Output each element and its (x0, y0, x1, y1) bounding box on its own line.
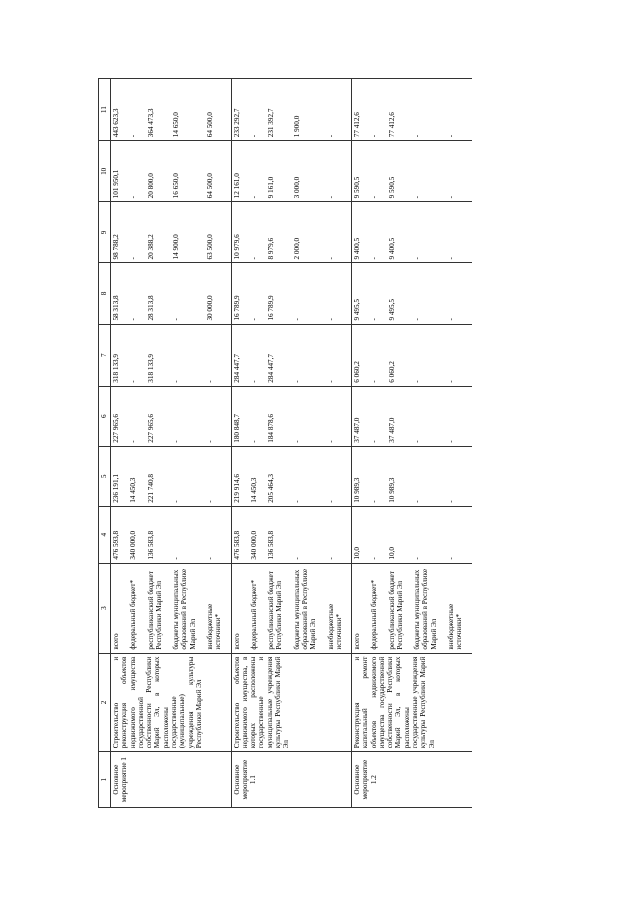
amount-cell: - (128, 141, 145, 202)
amount-cell: - (412, 506, 446, 563)
table-row (231, 79, 249, 808)
amount-cell: 37 487,0 (387, 386, 413, 446)
amount-cell: 136 583,8 (146, 506, 172, 563)
amount-cell: 9 590,5 (387, 141, 413, 202)
amount-cell: 14 900,0 (171, 202, 205, 263)
amount-cell: - (326, 202, 352, 263)
amount-cell: - (249, 263, 266, 324)
amount-cell: - (326, 263, 352, 324)
activity-code: Основное мероприятие 1 (111, 752, 232, 808)
column-number: 11 (99, 79, 111, 141)
amount-cell: 318 133,9 (111, 324, 129, 386)
amount-cell: - (369, 324, 386, 386)
amount-cell: - (249, 386, 266, 446)
amount-cell: - (249, 141, 266, 202)
amount-cell: 233 292,7 (231, 79, 249, 141)
amount-cell: - (446, 202, 472, 263)
funding-source: республиканский бюджет Республики Марий Эл (387, 563, 413, 653)
column-number-row (99, 79, 111, 808)
amount-cell: 101 950,1 (111, 141, 129, 202)
funding-source: федеральный бюджет* (128, 563, 145, 653)
amount-cell: 236 191,1 (111, 446, 129, 506)
funding-table (98, 78, 472, 808)
amount-cell: - (205, 324, 231, 386)
amount-cell: 2 000,0 (292, 202, 326, 263)
amount-cell: - (412, 79, 446, 141)
amount-cell: - (292, 263, 326, 324)
amount-cell: 180 848,7 (231, 386, 249, 446)
amount-cell: 6 060,2 (352, 324, 370, 386)
amount-cell: - (369, 141, 386, 202)
amount-cell: - (292, 386, 326, 446)
amount-cell: - (446, 141, 472, 202)
amount-cell: 340 000,0 (128, 506, 145, 563)
amount-cell: 205 464,3 (266, 446, 292, 506)
amount-cell: - (171, 263, 205, 324)
amount-cell: - (446, 506, 472, 563)
column-number: 10 (99, 141, 111, 202)
column-number: 9 (99, 202, 111, 263)
amount-cell: 58 313,8 (111, 263, 129, 324)
amount-cell: 98 788,2 (111, 202, 129, 263)
amount-cell: - (446, 263, 472, 324)
amount-cell: 9 495,5 (387, 263, 413, 324)
amount-cell: 3 000,0 (292, 141, 326, 202)
amount-cell: 64 500,0 (205, 141, 231, 202)
column-number: 6 (99, 386, 111, 446)
activity-code: Основное мероприятие 1.2 (352, 752, 472, 808)
amount-cell: - (326, 141, 352, 202)
amount-cell: - (412, 202, 446, 263)
amount-cell: 221 740,8 (146, 446, 172, 506)
amount-cell: - (128, 202, 145, 263)
amount-cell: - (292, 446, 326, 506)
amount-cell: 20 388,2 (146, 202, 172, 263)
funding-source: внебюджетные источники* (205, 563, 231, 653)
amount-cell: 9 495,5 (352, 263, 370, 324)
amount-cell: 28 313,8 (146, 263, 172, 324)
amount-cell: 20 800,0 (146, 141, 172, 202)
amount-cell: 77 412,6 (352, 79, 370, 141)
amount-cell: - (446, 446, 472, 506)
amount-cell: - (128, 324, 145, 386)
amount-cell: - (326, 79, 352, 141)
amount-cell: 227 965,6 (111, 386, 129, 446)
amount-cell: - (369, 263, 386, 324)
amount-cell: - (369, 202, 386, 263)
rotated-table-container (98, 78, 545, 808)
amount-cell: 10,0 (387, 506, 413, 563)
amount-cell: 12 161,0 (231, 141, 249, 202)
amount-cell: 6 060,2 (387, 324, 413, 386)
amount-cell: 136 583,8 (266, 506, 292, 563)
amount-cell: - (412, 324, 446, 386)
amount-cell: - (412, 386, 446, 446)
funding-source: республиканский бюджет Республики Марий Эл (266, 563, 292, 653)
amount-cell: - (128, 386, 145, 446)
activity-description: Строительство объектов недвижимого имущества, в которых расположены государственные и муниципальные учреждения культуры Республики Марий Эл (231, 653, 352, 752)
amount-cell: 16 650,0 (171, 141, 205, 202)
amount-cell: 10 989,3 (387, 446, 413, 506)
amount-cell: 37 487,0 (352, 386, 370, 446)
amount-cell: 77 412,6 (387, 79, 413, 141)
column-number: 5 (99, 446, 111, 506)
amount-cell: 443 623,3 (111, 79, 129, 141)
table-row (111, 79, 129, 808)
amount-cell: 10 979,6 (231, 202, 249, 263)
column-number: 7 (99, 324, 111, 386)
amount-cell: - (171, 324, 205, 386)
amount-cell: - (292, 506, 326, 563)
amount-cell: 9 161,0 (266, 141, 292, 202)
amount-cell: - (369, 506, 386, 563)
amount-cell: - (128, 263, 145, 324)
amount-cell: - (171, 446, 205, 506)
column-number: 1 (99, 752, 111, 808)
amount-cell: - (249, 79, 266, 141)
amount-cell: 364 473,3 (146, 79, 172, 141)
amount-cell: 16 789,9 (266, 263, 292, 324)
amount-cell: - (446, 324, 472, 386)
funding-source: бюджеты муниципальных образований в Республике Марий Эл (292, 563, 326, 653)
amount-cell: 8 979,6 (266, 202, 292, 263)
amount-cell: 1 900,0 (292, 79, 326, 141)
amount-cell: 9 400,5 (352, 202, 370, 263)
funding-source: внебюджетные источники* (326, 563, 352, 653)
amount-cell: 227 965,6 (146, 386, 172, 446)
funding-source: всего (352, 563, 370, 653)
amount-cell: 14 450,3 (128, 446, 145, 506)
amount-cell: 231 392,7 (266, 79, 292, 141)
amount-cell: - (412, 446, 446, 506)
funding-source: всего (111, 563, 129, 653)
funding-source: внебюджетные источники* (446, 563, 472, 653)
column-number: 8 (99, 263, 111, 324)
activity-code: Основное мероприятие 1.1 (231, 752, 352, 808)
amount-cell: 284 447,7 (231, 324, 249, 386)
amount-cell: 340 000,0 (249, 506, 266, 563)
amount-cell: - (292, 324, 326, 386)
amount-cell: 10,0 (352, 506, 370, 563)
funding-source: федеральный бюджет* (249, 563, 266, 653)
funding-source: республиканский бюджет Республики Марий Эл (146, 563, 172, 653)
amount-cell: - (128, 79, 145, 141)
amount-cell: 476 593,8 (111, 506, 129, 563)
amount-cell: - (326, 324, 352, 386)
funding-source: всего (231, 563, 249, 653)
amount-cell: - (412, 141, 446, 202)
amount-cell: - (249, 202, 266, 263)
amount-cell: - (412, 263, 446, 324)
amount-cell: - (369, 386, 386, 446)
amount-cell: 63 500,0 (205, 202, 231, 263)
table-row (352, 79, 370, 808)
amount-cell: - (369, 79, 386, 141)
amount-cell: 16 789,9 (231, 263, 249, 324)
amount-cell: - (205, 446, 231, 506)
amount-cell: - (446, 386, 472, 446)
amount-cell: 476 583,8 (231, 506, 249, 563)
amount-cell: 318 133,9 (146, 324, 172, 386)
funding-source: федеральный бюджет* (369, 563, 386, 653)
amount-cell: 10 989,3 (352, 446, 370, 506)
page-number (600, 0, 640, 78)
amount-cell: 284 447,7 (266, 324, 292, 386)
column-number: 2 (99, 653, 111, 752)
funding-source: бюджеты муниципальных образований в Республике Марий Эл (412, 563, 446, 653)
amount-cell: - (326, 446, 352, 506)
activity-description: Строительство и реконструкция объектов недвижимого имущества государственной собственности Республики Марий Эл, в которых расположены государственные (муниципальные) учреждения культуры Республики Марий Эл (111, 653, 232, 752)
amount-cell: 30 000,0 (205, 263, 231, 324)
amount-cell: 9 400,5 (387, 202, 413, 263)
amount-cell: 219 914,6 (231, 446, 249, 506)
table-body (111, 79, 472, 808)
funding-source: бюджеты муниципальных образований в Республике Марий Эл (171, 563, 205, 653)
amount-cell: - (326, 386, 352, 446)
amount-cell: 14 450,3 (249, 446, 266, 506)
amount-cell: - (446, 79, 472, 141)
amount-cell: 9 590,5 (352, 141, 370, 202)
amount-cell: 184 878,6 (266, 386, 292, 446)
amount-cell: - (205, 386, 231, 446)
amount-cell: - (205, 506, 231, 563)
amount-cell: - (326, 506, 352, 563)
column-number: 3 (99, 563, 111, 653)
amount-cell: - (171, 386, 205, 446)
amount-cell: - (171, 506, 205, 563)
column-number: 4 (99, 506, 111, 563)
amount-cell: 14 650,0 (171, 79, 205, 141)
amount-cell: - (369, 446, 386, 506)
activity-description: Реконструкция и капитальный ремонт объектов недвижимого имущества государственной собственности Республики Марий Эл, в которых расположены государственные учреждения культуры Республики Марий Эл (352, 653, 472, 752)
amount-cell: 64 500,0 (205, 79, 231, 141)
amount-cell: - (249, 324, 266, 386)
